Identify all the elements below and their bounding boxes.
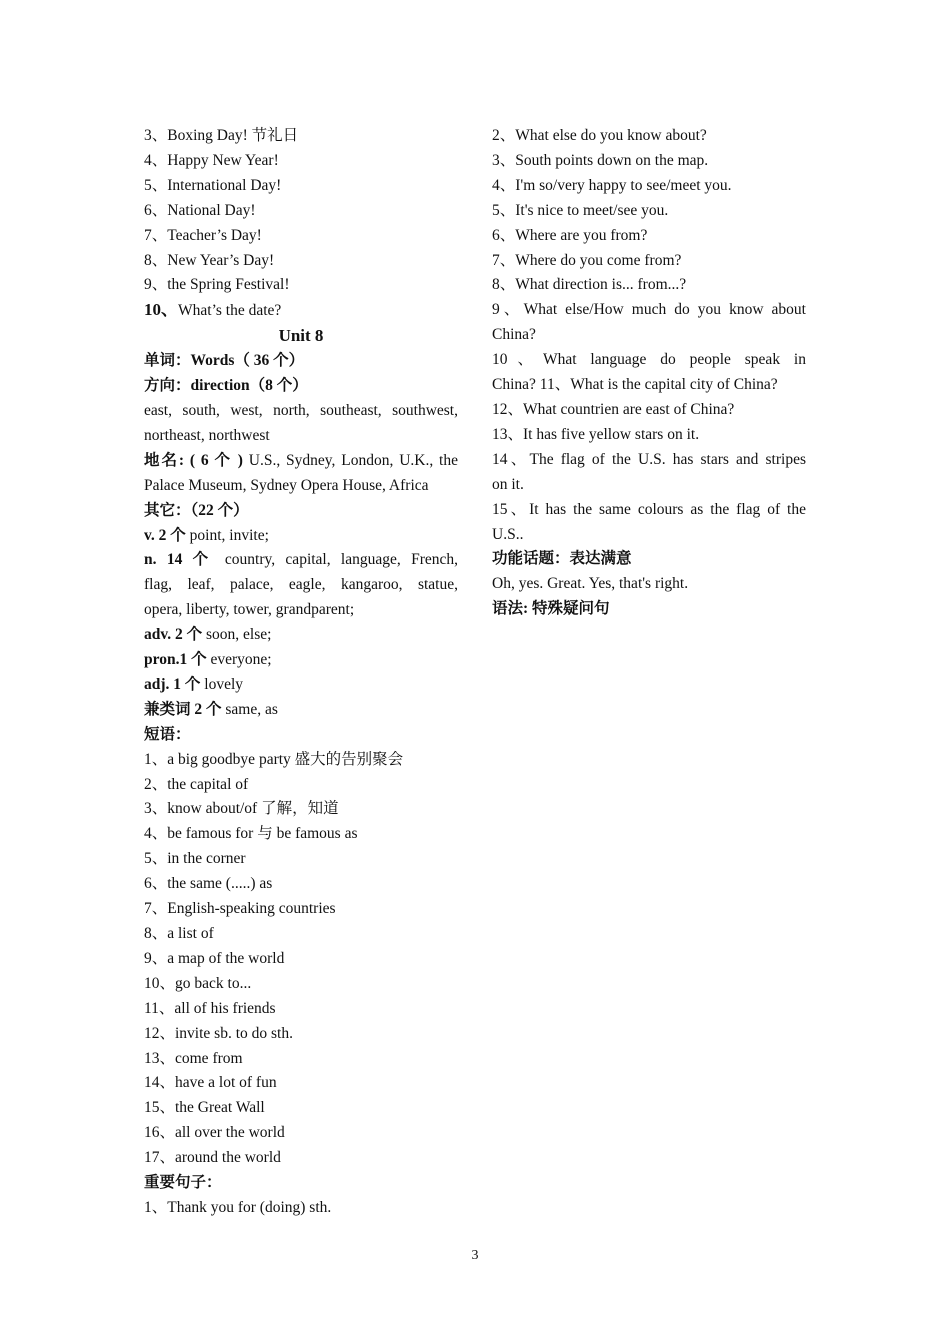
holiday-item: 3、Boxing Day! 节礼日 [144, 127, 299, 144]
sentence-item-cont: U.S.. [492, 525, 524, 543]
sentences-heading: 重要句子： [144, 1174, 222, 1192]
holiday-item: 7、Teacher’s Day! [144, 226, 262, 244]
phrase-item: 6、the same (.....) as [144, 875, 273, 893]
direction-words: northeast, northwest [144, 426, 270, 444]
direction-heading: 方向：direction（8 个） [144, 377, 308, 395]
sentence-item: 1、Thank you for (doing) sth. [144, 1198, 332, 1216]
sentence-item: 14、The flag of the U.S. has stars and stripes [492, 450, 806, 468]
words-heading: 单词：Words（ 36 个） [144, 352, 305, 370]
phrase-item: 13、come from [144, 1049, 243, 1067]
sentence-item: 9、What else/How much do you know about [492, 301, 806, 319]
sentence-item: 8、What direction is... from...? [492, 276, 687, 294]
noun-line [144, 548, 458, 573]
adj-words: lovely [200, 675, 244, 693]
multi-class-label: 兼类词 2 个 [144, 700, 222, 718]
noun-words: country, capital, language, French, [214, 551, 458, 569]
sentence-item: 4、I'm so/very happy to see/meet you. [492, 176, 732, 194]
direction-words: east, south, west, north, southeast, southwest, [144, 401, 458, 419]
unit-title: Unit 8 [278, 326, 324, 346]
sentence-item: 15、It has the same colours as the flag of the [492, 500, 806, 518]
date-question-number: 10、 [144, 300, 178, 320]
sentence-item: 10、What language do people speak in [492, 351, 806, 369]
sentence-item: 7、Where do you come from? [492, 251, 682, 269]
phrase-item: 4、be famous for 与 be famous as [144, 825, 358, 843]
places-words: Palace Museum, Sydney Opera House, Africa [144, 476, 429, 494]
date-question-text: What’s the date? [178, 302, 282, 320]
phrase-item: 2、the capital of [144, 775, 249, 793]
phrase-item: 16、all over the world [144, 1124, 285, 1142]
holiday-item: 8、New Year’s Day! [144, 251, 275, 269]
places-words: U.S., Sydney, London, U.K., the [242, 451, 458, 469]
adj-line [144, 673, 458, 698]
sentence-item: 2、What else do you know about? [492, 127, 707, 144]
adv-line [144, 623, 458, 648]
holiday-item: 5、International Day! [144, 176, 282, 194]
verb-words: point, invite; [185, 526, 269, 544]
places-line [144, 449, 458, 474]
phrase-item: 9、a map of the world [144, 949, 285, 967]
verb-label: v. 2 个 [144, 526, 186, 544]
sentence-item-cont: on it. [492, 475, 524, 493]
noun-words: opera, liberty, tower, grandparent; [144, 601, 355, 619]
holiday-item: 4、Happy New Year! [144, 151, 279, 169]
left-column [144, 124, 458, 1221]
holiday-item: 9、the Spring Festival! [144, 276, 290, 294]
sentence-item: 13、It has five yellow stars on it. [492, 425, 700, 443]
pron-label: pron.1 个 [144, 651, 207, 669]
date-question [144, 298, 458, 324]
sentence-item: 12、What countrien are east of China? [492, 400, 735, 418]
phrase-item: 1、a big goodbye party 盛大的告别聚会 [144, 750, 404, 768]
phrase-item: 8、a list of [144, 925, 214, 942]
verb-line [144, 524, 458, 549]
page-number: 3 [471, 1248, 479, 1263]
phrase-item: 10、go back to... [144, 974, 252, 992]
adv-label: adv. 2 个 [144, 626, 203, 644]
multi-class-line [144, 698, 458, 723]
pron-words: everyone; [206, 651, 272, 669]
sentence-item: 3、South points down on the map. [492, 151, 709, 169]
phrase-item: 17、around the world [144, 1149, 281, 1167]
holiday-item: 6、National Day! [144, 201, 256, 219]
multi-class-words: same, as [221, 700, 278, 718]
sentence-item: 6、Where are you from? [492, 226, 648, 244]
adj-label: adj. 1 个 [144, 675, 201, 693]
right-column [492, 124, 806, 622]
phrase-item: 14、have a lot of fun [144, 1074, 277, 1092]
noun-words: flag, leaf, palace, eagle, kangaroo, statue, [144, 576, 458, 594]
pron-line [144, 648, 458, 673]
sentence-item: 5、It's nice to meet/see you. [492, 201, 669, 219]
sentence-item-cont: China? [492, 326, 536, 344]
phrase-item: 11、all of his friends [144, 999, 276, 1017]
phrase-item: 3、know about/of 了解，知道 [144, 800, 339, 818]
sentence-item-cont: China? 11、What is the capital city of China? [492, 376, 778, 394]
phrase-item: 7、English-speaking countries [144, 900, 336, 918]
function-text: Oh, yes. Great. Yes, that's right. [492, 575, 689, 593]
phrases-heading: 短语： [144, 725, 191, 743]
places-label: 地名: ( 6 个 ) [144, 451, 243, 469]
adv-words: soon, else; [202, 626, 272, 644]
function-heading: 功能话题：表达满意 [492, 550, 632, 568]
phrase-item: 5、in the corner [144, 850, 246, 868]
others-heading: 其它：（22 个） [144, 501, 249, 519]
noun-label: n. 14 个 [144, 551, 215, 569]
phrase-item: 12、invite sb. to do sth. [144, 1024, 293, 1042]
grammar-heading: 语法: 特殊疑问句 [492, 600, 610, 618]
phrase-item: 15、the Great Wall [144, 1099, 265, 1117]
